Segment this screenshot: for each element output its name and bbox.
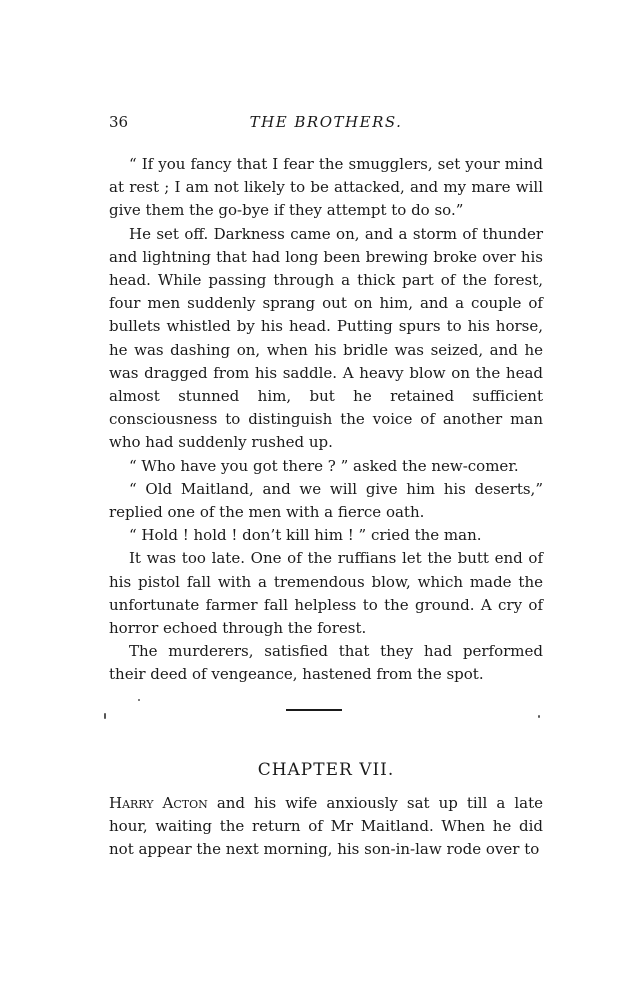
print-speck: [138, 699, 140, 701]
chapter-opening: [109, 792, 543, 862]
paragraph: It was too late. One of the ruffians let the butt end of his pistol fall with a tremendous blow, which made the unfortunate farmer fall helpless to the ground. A cry of horror echoed through the forest.: [109, 549, 543, 638]
print-speck: [104, 713, 106, 719]
paragraph: “ Hold ! hold ! don’t kill him ! ” cried the man.: [129, 526, 482, 545]
chapter-heading: CHAPTER VII.: [257, 760, 395, 780]
paragraph: “ If you fancy that I fear the smugglers, set your mind at rest ; I am not likely to be attacked, and my mare will give them the go-bye if they attempt to do so.”: [109, 155, 543, 220]
paragraph: The murderers, satisfied that they had performed their deed of vengeance, hastened from the spot.: [109, 642, 543, 684]
print-speck: [538, 715, 540, 718]
paragraph: He set off. Darkness came on, and a storm of thunder and lightning that had long been brewing broke over his head. While passing through a thick part of the forest, four men suddenly sprang out on him, and a couple of bullets whistled by his head. Putting spurs to his horse, he was dashing on, when his bridle was seized, and he was dragged from his saddle. A heavy blow on the head almost stunned him, but he retained sufficient consciousness to distinguish the voice of another man who had suddenly rushed up.: [109, 224, 543, 452]
chapter-paragraph: [109, 792, 543, 862]
page-header: [109, 113, 543, 137]
paragraph: “ Who have you got there ? ” asked the new-comer.: [129, 456, 519, 475]
running-title: THE BROTHERS.: [249, 113, 403, 131]
body-text: [109, 153, 543, 687]
paragraph: “ Old Maitland, and we will give him his deserts,” replied one of the men with a fierce oath.: [109, 479, 543, 522]
chapter-lead-name: Harry Acton: [109, 794, 208, 812]
chapter-opening-text: and his wife anxiously sat up till a late hour, waiting the return of Mr Maitland. When he did not appear the next morning, his son-in-law rode over to: [109, 794, 543, 859]
page-number: 36: [109, 113, 129, 131]
section-divider: [286, 709, 342, 711]
